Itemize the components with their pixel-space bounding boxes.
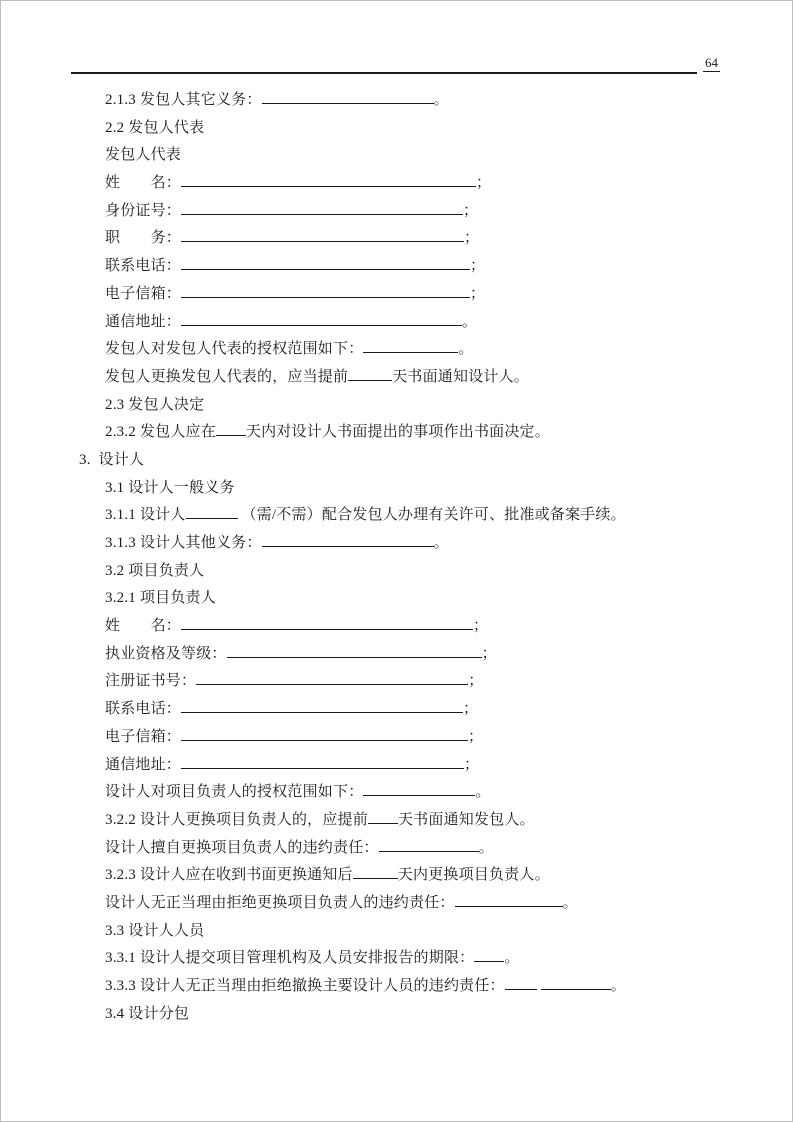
text-run: 。 xyxy=(562,894,578,911)
text-run: 。 xyxy=(504,950,520,967)
contract-line xyxy=(1,973,793,1001)
blank-field xyxy=(181,200,463,215)
contract-line xyxy=(1,198,793,226)
text-run: 2.2 发包人代表 xyxy=(105,119,205,136)
text-run: 3.2.2 设计人更换项目负责人的，应提前 xyxy=(105,811,368,828)
text-run: 设计人擅自更换项目负责人的违约责任： xyxy=(105,839,379,856)
content-area xyxy=(1,87,793,1028)
contract-line xyxy=(1,281,793,309)
contract-line xyxy=(1,364,793,392)
text-run: 姓 名： xyxy=(105,175,182,192)
text-run: 身份证号： xyxy=(105,202,182,219)
text-run: ； xyxy=(464,756,480,773)
text-run: 。 xyxy=(433,535,449,551)
contract-line xyxy=(1,835,793,863)
text-run: 通信地址： xyxy=(105,756,182,773)
text-run: 姓 名： xyxy=(105,618,182,635)
blank-field xyxy=(196,670,468,685)
header-rule xyxy=(71,72,697,74)
text-run: 2.1.3 发包人其它义务： xyxy=(105,92,262,108)
text-run: 通信地址： xyxy=(105,313,182,330)
text-run: ； xyxy=(468,728,484,745)
contract-line xyxy=(1,585,793,613)
contract-line xyxy=(1,419,793,447)
text-run: 3.3.3 设计人无正当理由拒绝撤换主要设计人员的违约责任： xyxy=(105,978,505,994)
text-run: 注册证书号： xyxy=(105,673,197,690)
text-run: 2.3.2 发包人应在 xyxy=(105,424,216,441)
contract-line xyxy=(1,336,793,364)
blank-field xyxy=(455,892,563,907)
blank-field xyxy=(368,809,398,824)
text-run: 。 xyxy=(478,839,494,856)
text-run: 3. 设计人 xyxy=(79,451,145,468)
contract-line xyxy=(1,862,793,890)
text-run: 发包人更换发包人代表的，应当提前 xyxy=(105,368,349,385)
contract-line xyxy=(1,613,793,641)
blank-field xyxy=(353,864,398,879)
contract-line xyxy=(1,309,793,337)
text-run: ； xyxy=(464,230,480,247)
blank-field xyxy=(541,975,611,990)
contract-line xyxy=(1,641,793,669)
text-run: （需/不需）配合发包人办理有关许可、批准或备案手续。 xyxy=(237,507,626,524)
text-run: 。 xyxy=(610,978,626,994)
contract-line xyxy=(1,779,793,807)
text-run: ； xyxy=(473,618,489,635)
blank-field xyxy=(181,698,463,713)
blank-field xyxy=(348,366,392,381)
contract-line xyxy=(1,945,793,973)
contract-line xyxy=(1,87,793,115)
blank-field xyxy=(505,975,537,990)
contract-line xyxy=(1,170,793,198)
text-run: 3.1 设计人一般义务 xyxy=(105,479,235,496)
blank-field xyxy=(181,615,473,630)
blank-field xyxy=(181,172,476,187)
text-run: 3.4 设计分包 xyxy=(105,1005,190,1022)
text-run: 执业资格及等级： xyxy=(105,645,227,662)
contract-line xyxy=(1,115,793,143)
blank-field xyxy=(181,754,464,769)
text-run: 天内更换项目负责人。 xyxy=(397,867,550,884)
contract-line xyxy=(1,890,793,918)
text-run: 。 xyxy=(433,92,449,108)
contract-line xyxy=(1,918,793,946)
text-run: ； xyxy=(463,202,479,219)
blank-field xyxy=(262,89,434,104)
contract-line xyxy=(1,502,793,530)
blank-field xyxy=(474,947,504,962)
text-run: 电子信箱： xyxy=(105,285,182,302)
contract-line xyxy=(1,253,793,281)
text-run: 3.2.1 项目负责人 xyxy=(105,590,216,607)
blank-field xyxy=(262,532,434,547)
text-run: 设计人无正当理由拒绝更换项目负责人的违约责任： xyxy=(105,894,455,911)
contract-line xyxy=(1,558,793,586)
blank-field xyxy=(181,311,462,326)
contract-line xyxy=(1,724,793,752)
blank-field xyxy=(181,283,470,298)
text-run: 3.3 设计人人员 xyxy=(105,922,205,939)
text-run: 。 xyxy=(458,341,474,358)
text-run: 3.2.3 设计人应在收到书面更换通知后 xyxy=(105,867,353,884)
text-run: 职 务： xyxy=(105,230,182,247)
contract-line xyxy=(1,475,793,503)
text-run: ； xyxy=(481,645,497,662)
contract-line xyxy=(1,225,793,253)
text-run: 电子信箱： xyxy=(105,728,182,745)
text-run: 发包人对发包人代表的授权范围如下： xyxy=(105,341,364,358)
text-run: 发包人代表 xyxy=(105,147,182,164)
text-run: 3.1.1 设计人 xyxy=(105,507,186,524)
contract-line xyxy=(1,392,793,420)
text-run: ； xyxy=(468,673,484,690)
text-run: ； xyxy=(463,701,479,718)
contract-line xyxy=(1,696,793,724)
contract-line xyxy=(1,807,793,835)
blank-field xyxy=(227,643,482,658)
text-run: 天书面通知设计人。 xyxy=(392,368,530,385)
contract-line xyxy=(1,530,793,558)
contract-line xyxy=(1,752,793,780)
text-run: 。 xyxy=(462,313,478,330)
text-run: 天内对设计人书面提出的事项作出书面决定。 xyxy=(245,424,550,441)
text-run: 2.3 发包人决定 xyxy=(105,396,205,413)
text-run: 天书面通知发包人。 xyxy=(397,811,535,828)
blank-field xyxy=(216,421,246,436)
text-run: ； xyxy=(476,175,492,192)
text-run: 3.2 项目负责人 xyxy=(105,562,205,579)
contract-line xyxy=(1,447,793,475)
blank-field xyxy=(186,504,238,519)
blank-field xyxy=(181,255,470,270)
text-run: 3.1.3 设计人其他义务： xyxy=(105,535,262,551)
text-run: ； xyxy=(470,258,486,275)
contract-line xyxy=(1,142,793,170)
blank-field xyxy=(363,781,475,796)
text-run: 联系电话： xyxy=(105,701,182,718)
blank-field xyxy=(181,227,464,242)
blank-field xyxy=(379,837,479,852)
text-run: 3.3.1 设计人提交项目管理机构及人员安排报告的期限： xyxy=(105,950,475,967)
contract-line xyxy=(1,1001,793,1029)
blank-field xyxy=(363,338,458,353)
text-run: 。 xyxy=(475,784,491,801)
text-run: 设计人对项目负责人的授权范围如下： xyxy=(105,784,364,801)
blank-field xyxy=(181,726,468,741)
contract-line xyxy=(1,668,793,696)
text-run: 联系电话： xyxy=(105,258,182,275)
page-number: 64 xyxy=(705,55,718,70)
text-run: ； xyxy=(470,285,486,302)
